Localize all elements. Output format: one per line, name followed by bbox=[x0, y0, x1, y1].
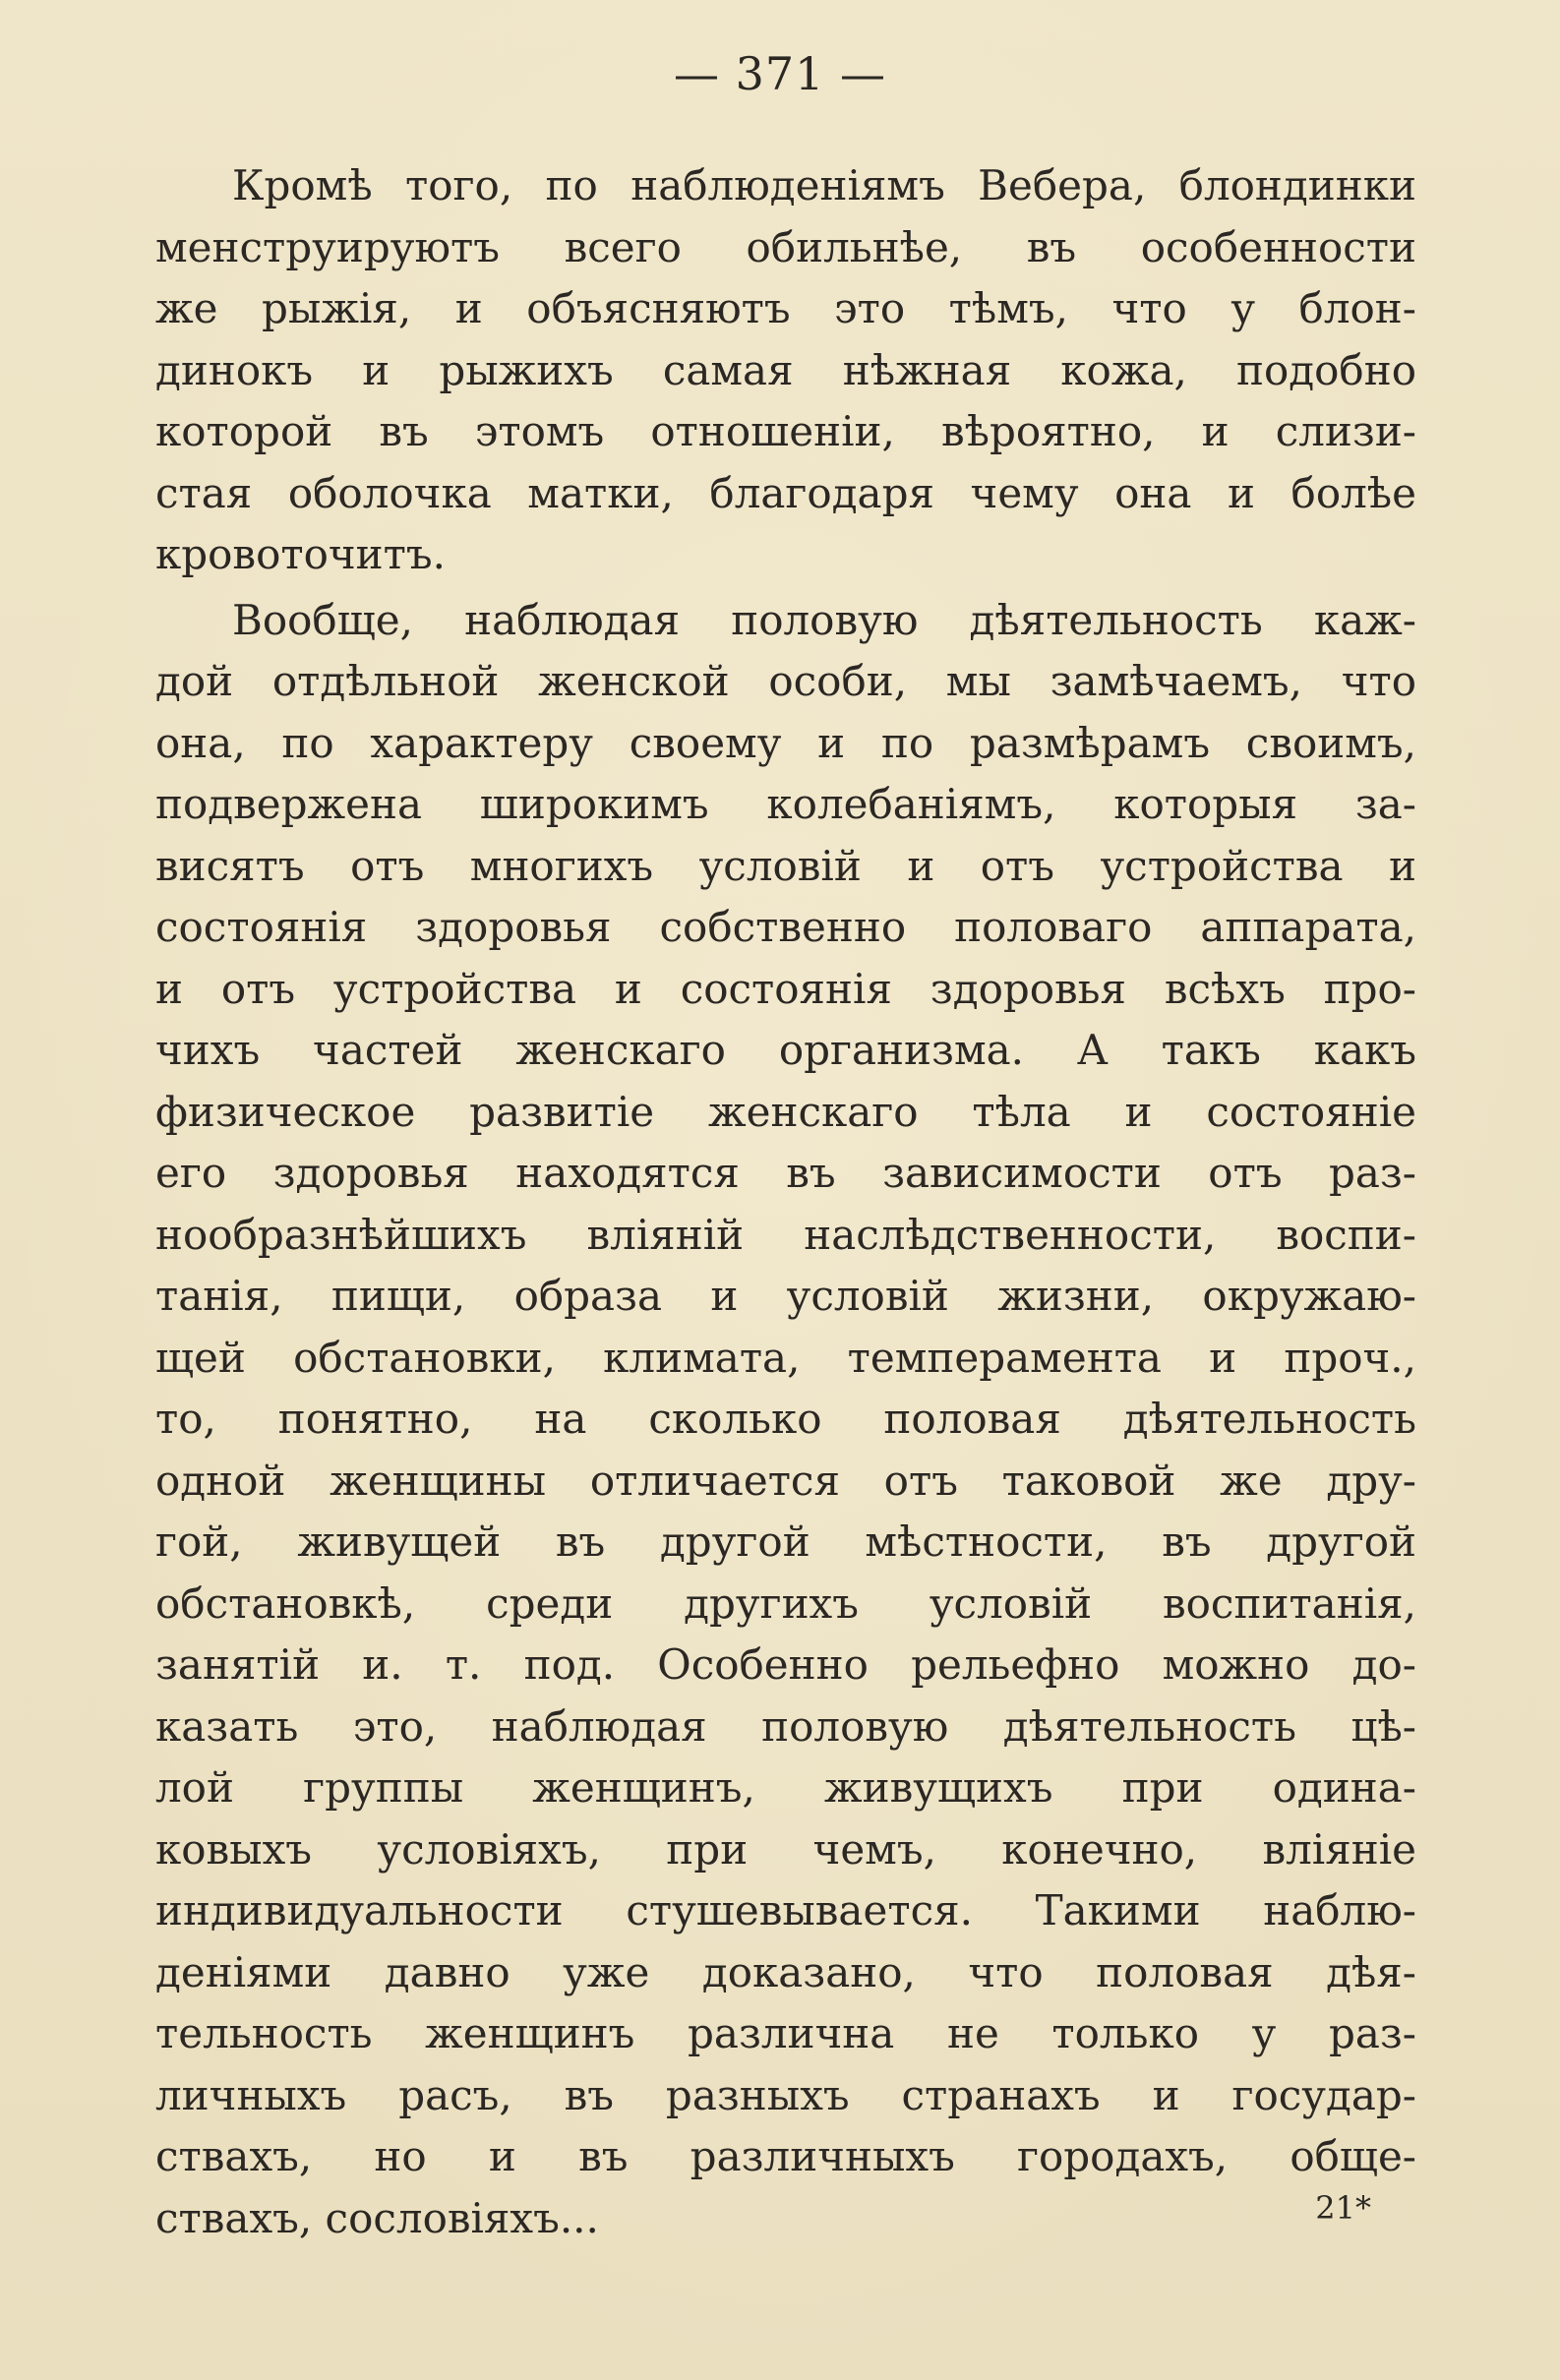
text-line: ствахъ, но и въ различныхъ городахъ, обще- bbox=[155, 2132, 1416, 2180]
signature-mark: 21* bbox=[1315, 2189, 1371, 2227]
text-line: танія, пищи, образа и условій жизни, окружаю- bbox=[155, 1272, 1416, 1320]
text-line: казать это, наблюдая половую дѣятельность цѣ- bbox=[155, 1701, 1416, 1751]
text-line: одной женщины отличается отъ таковой же дру- bbox=[155, 1456, 1416, 1505]
text-line: Вообще, наблюдая половую дѣятельность каж- bbox=[232, 595, 1416, 644]
page-body bbox=[155, 155, 1416, 2249]
text-line: гой, живущей въ другой мѣстности, въ другой bbox=[155, 1517, 1416, 1566]
text-line: то, понятно, на сколько половая дѣятельность bbox=[155, 1395, 1416, 1443]
text-line: его здоровья находятся въ зависимости отъ раз- bbox=[155, 1149, 1416, 1197]
text-line: индивидуальности стушевывается. Такими наблю- bbox=[155, 1886, 1416, 1934]
text-line: ковыхъ условіяхъ, при чемъ, конечно, вліяніе bbox=[155, 1824, 1416, 1874]
text-line: она, по характеру своему и по размѣрамъ своимъ, bbox=[155, 718, 1416, 767]
page-number-header: — 371 — bbox=[673, 47, 887, 100]
text-line: чихъ частей женскаго организма. А такъ какъ bbox=[155, 1026, 1416, 1074]
text-line: и отъ устройства и состоянія здоровья всѣхъ про- bbox=[155, 964, 1416, 1013]
text-line: состоянія здоровья собственно половаго аппарата, bbox=[155, 903, 1416, 951]
text-line: физическое развитіе женскаго тѣла и состояніе bbox=[155, 1087, 1416, 1136]
text-line: дой отдѣльной женской особи, мы замѣчаемъ, что bbox=[155, 657, 1416, 705]
text-line: подвержена широкимъ колебаніямъ, которыя за- bbox=[155, 780, 1416, 828]
text-line: которой въ этомъ отношеніи, вѣроятно, и слизи- bbox=[155, 407, 1416, 455]
paragraph bbox=[155, 590, 1416, 2250]
text-line: висятъ отъ многихъ условій и отъ устройства и bbox=[155, 841, 1416, 890]
text-line: нообразнѣйшихъ вліяній наслѣдственности, воспи- bbox=[155, 1210, 1416, 1259]
text-line: Кромѣ того, по наблюденіямъ Вебера, блондинки bbox=[232, 161, 1416, 209]
text-line: занятій и. т. под. Особенно рельефно можно до- bbox=[155, 1640, 1416, 1689]
text-line: же рыжія, и объясняютъ это тѣмъ, что у блон- bbox=[155, 284, 1416, 332]
text-line: менструируютъ всего обильнѣе, въ особенности bbox=[155, 222, 1416, 271]
text-line: ствахъ, сословіяхъ... bbox=[155, 2193, 599, 2242]
text-line: обстановкѣ, среди другихъ условій воспитанія, bbox=[155, 1578, 1416, 1628]
text-line: тельность женщинъ различна не только у раз- bbox=[155, 2009, 1416, 2057]
paragraph bbox=[155, 155, 1416, 586]
text-line: динокъ и рыжихъ самая нѣжная кожа, подобно bbox=[155, 345, 1416, 394]
text-line: щей обстановки, климата, темперамента и проч., bbox=[155, 1333, 1416, 1382]
text-line: личныхъ расъ, въ разныхъ странахъ и государ- bbox=[155, 2070, 1416, 2119]
text-line: стая оболочка матки, благодаря чему она и болѣе bbox=[155, 468, 1416, 517]
text-line: деніями давно уже доказано, что половая дѣя- bbox=[155, 1947, 1416, 1996]
text-line: кровоточитъ. bbox=[155, 530, 446, 578]
text-line: лой группы женщинъ, живущихъ при одина- bbox=[155, 1763, 1416, 1812]
